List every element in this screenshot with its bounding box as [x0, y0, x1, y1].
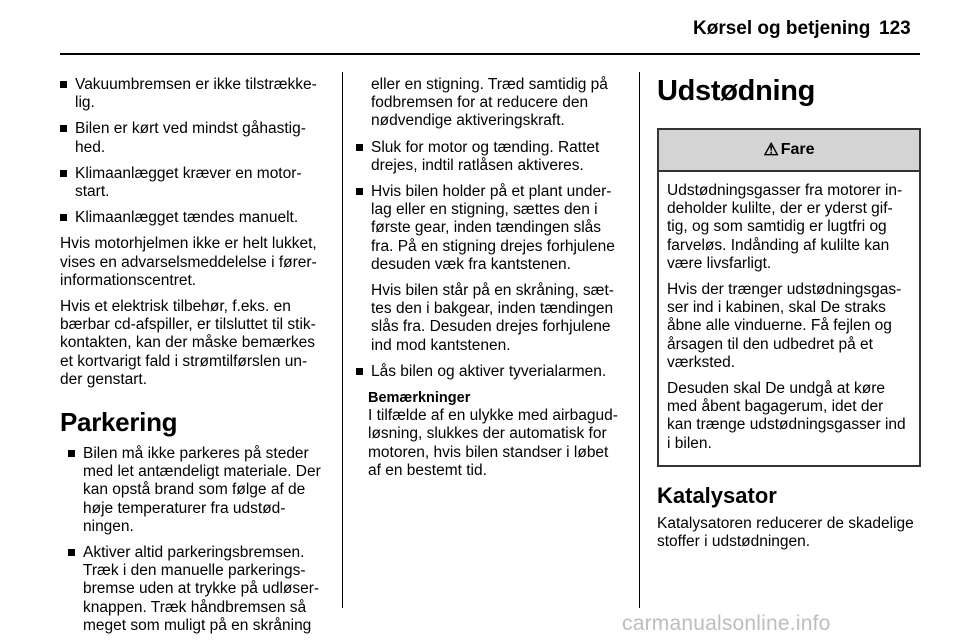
bullet-list	[60, 76, 328, 227]
list-item: Klimaanlægget tændes manuelt.	[60, 209, 328, 227]
list-item: Lås bilen og aktiver tyverialarmen.	[356, 363, 624, 381]
danger-paragraph: Hvis der trænger udstødningsgas-ser ind i kabinen, skal De straks åbne alle vinduerne. Få fejlen og årsagen til den udbedret på et værksted.	[667, 281, 902, 371]
list-item: Bilen er kørt ved mindst gåhastig-hed.	[60, 120, 328, 156]
warning-triangle-icon: ⚠	[763, 139, 779, 159]
paragraph: Katalysatoren reducerer de skadelige stoffer i udstødningen.	[657, 514, 914, 551]
note-body: I tilfælde af en ulykke med airbagud-løsning, slukkes der automatisk for motoren, hvis bilen standser i løbet af en bestemt tid.	[368, 407, 618, 479]
header-title: Kørsel og betjening	[693, 18, 871, 39]
list-item: Klimaanlægget kræver en motor-start.	[60, 165, 328, 201]
bullet-square-icon	[60, 170, 67, 177]
section-heading-udstoedning: Udstødning	[657, 75, 816, 107]
bullet-square-icon	[68, 450, 75, 457]
column-2	[356, 76, 624, 480]
bullet-square-icon	[60, 125, 67, 132]
danger-paragraph: Udstødningsgasser fra motorer in-deholder kulilte, der er yderst gif-tig, og som samtidig er lugtfri og farveløs. Indånding af kulilte kan være livsfarligt.	[667, 182, 903, 272]
bullet-list	[356, 139, 624, 381]
section-heading-katalysator: Katalysator	[657, 482, 777, 508]
paragraph: Hvis et elektrisk tilbehør, f.eks. en bærbar cd-afspiller, er tilsluttet til stik-kontakten, kan der måske bemærkes et kortvarigt fald i strømtilførslen un-der genstart.	[60, 298, 316, 388]
note-box	[356, 389, 624, 480]
column-divider-1	[342, 72, 343, 608]
header-rule	[60, 53, 920, 55]
list-item: Bilen må ikke parkeres på steder med let antændeligt materiale. Der kan opstå brand som følge af de høje temperaturer fra udstød-ningen.	[68, 445, 328, 536]
continuation-text: eller en stigning. Træd samtidig på fodbremsen for at reducere den nødvendige aktiveringskraft.	[371, 76, 608, 130]
section-heading-parkering: Parkering	[60, 407, 178, 438]
column-divider-2	[639, 72, 640, 608]
danger-header	[659, 130, 919, 172]
watermark-text: carmanualsonline.info	[622, 612, 831, 635]
bullet-square-icon	[356, 368, 363, 375]
list-item: Aktiver altid parkeringsbremsen. Træk i den manuelle parkerings-bremse uden at trykke på udløser-knappen. Træk håndbremsen så meget som muligt på en skråning	[68, 544, 328, 635]
bullet-list	[68, 445, 328, 635]
sub-paragraph: Hvis bilen står på en skråning, sæt-tes den i bakgear, inden tændingen slås fra. Desuden drejes forhjulene ind mod kantstenen.	[371, 282, 614, 354]
page-header	[0, 0, 960, 60]
note-title: Bemærkninger	[368, 390, 471, 407]
danger-box	[657, 128, 921, 467]
danger-paragraph: Desuden skal De undgå at køre med åbent bagagerum, idet der kan trænge udstødningsgasser ind i bilen.	[667, 380, 906, 452]
danger-label: Fare	[780, 140, 815, 158]
column-1	[60, 76, 328, 643]
bullet-square-icon	[60, 214, 67, 221]
column-3	[657, 74, 922, 559]
bullet-square-icon	[356, 188, 363, 195]
list-item: Vakuumbremsen er ikke tilstrække-lig.	[60, 76, 328, 112]
bullet-square-icon	[60, 81, 67, 88]
bullet-square-icon	[68, 549, 75, 556]
paragraph: Hvis motorhjelmen ikke er helt lukket, vises en advarselsmeddelelse i fører-informationscentret.	[60, 235, 317, 289]
list-item: Hvis bilen holder på et plant under-lag eller en stigning, sættes den i første gear, inden tændingen slås fra. På en stigning drejes forhjulene desuden væk fra kantstenen. Hvis bilen står på en skråning, sæt-tes den i bakgear, inden tændingen slås fra. Desuden drejes forhjulene ind mod kantstenen.	[356, 183, 624, 355]
list-item: Sluk for motor og tænding. Rattet drejes, indtil ratlåsen aktiveres.	[356, 139, 624, 175]
danger-body	[659, 172, 919, 465]
page-number: 123	[879, 18, 911, 39]
bullet-square-icon	[356, 144, 363, 151]
